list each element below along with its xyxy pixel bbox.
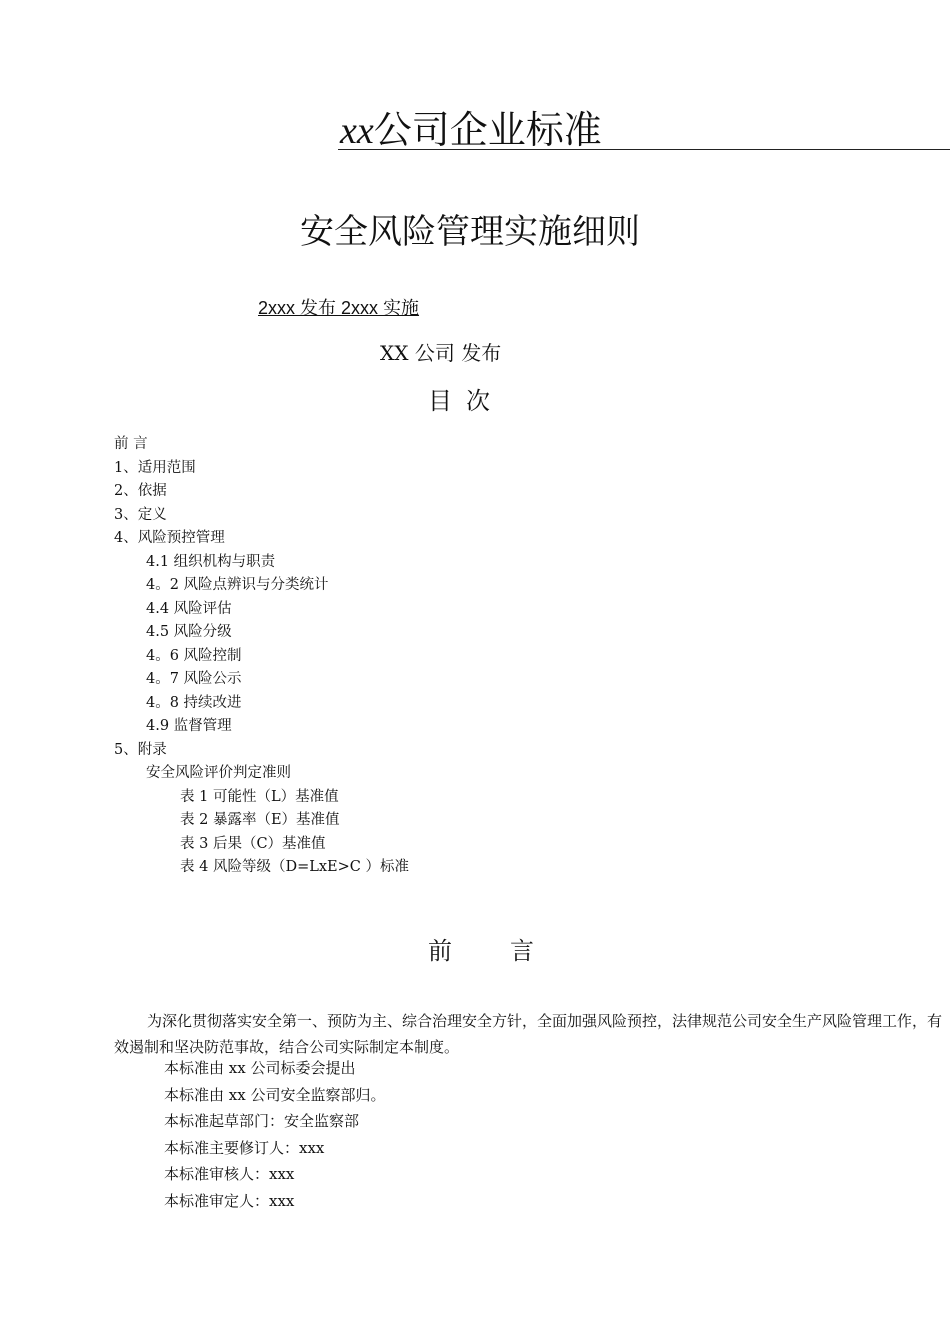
preface-line: 本标准起草部门：安全监察部 [164,1112,360,1130]
document-title: 安全风险管理实施细则 [300,212,640,252]
toc-item[interactable]: 4。2 风险点辨识与分类统计 [146,577,329,593]
toc-item[interactable]: 4.1 组织机构与职责 [146,553,276,570]
standard-title-prefix: xx [340,110,374,152]
toc-item[interactable]: 1、适用范围 [114,459,196,476]
title-rule [338,149,950,150]
toc-item[interactable]: 5、附录 [114,741,167,758]
toc-item[interactable]: 4.5 风险分级 [146,624,232,640]
toc-item[interactable]: 前 言 [114,436,148,452]
toc-item[interactable]: 4。8 持续改进 [146,694,242,711]
preface-heading: 前言 [428,937,592,965]
toc-item[interactable]: 表 4 风险等级（D=LxE>C ）标准 [180,859,409,875]
toc-item[interactable]: 表 1 可能性（L）基准值 [180,788,339,805]
toc-item[interactable]: 2、依据 [114,483,167,499]
toc-item[interactable]: 表 2 暴露率（E）基准值 [180,812,340,828]
preface-paragraph: 为深化贯彻落实安全第一、预防为主、综合治理安全方针，全面加强风险预控，法律规范公司安全生产风险管理工作，有效遏制和坚决防范事故，结合公司实际制定本制度。 [114,1012,943,1056]
toc-item[interactable]: 4。6 风险控制 [146,647,242,664]
toc-heading: 目次 [428,387,504,415]
table-of-contents [114,433,409,880]
toc-item[interactable]: 安全风险评价判定准则 [146,765,291,781]
publisher-line: XX 公司 发布 [380,341,502,365]
standard-title-text: 公司企业标准 [373,108,602,152]
toc-item[interactable]: 表 3 后果（C）基准值 [180,835,326,852]
preface-line: 本标准审定人：xxx [164,1191,295,1210]
standard-title [340,108,602,153]
preface-line: 本标准由 xx 公司标委会提出 [164,1059,356,1077]
issue-dates: 2xxx 发布 2xxx 实施 [258,298,420,318]
toc-item[interactable]: 4。7 风险公示 [146,671,242,687]
preface-statements [164,1055,385,1214]
preface-line: 本标准主要修订人：xxx [164,1138,325,1157]
preface-line: 本标准审核人：xxx [164,1165,295,1183]
toc-item[interactable]: 4.9 监督管理 [146,718,232,734]
toc-item[interactable]: 4.4 风险评估 [146,600,232,617]
toc-item[interactable]: 3、定义 [114,506,167,523]
preface-line: 本标准由 xx 公司安全监察部归。 [164,1085,386,1104]
toc-item[interactable]: 4、风险预控管理 [114,530,225,546]
